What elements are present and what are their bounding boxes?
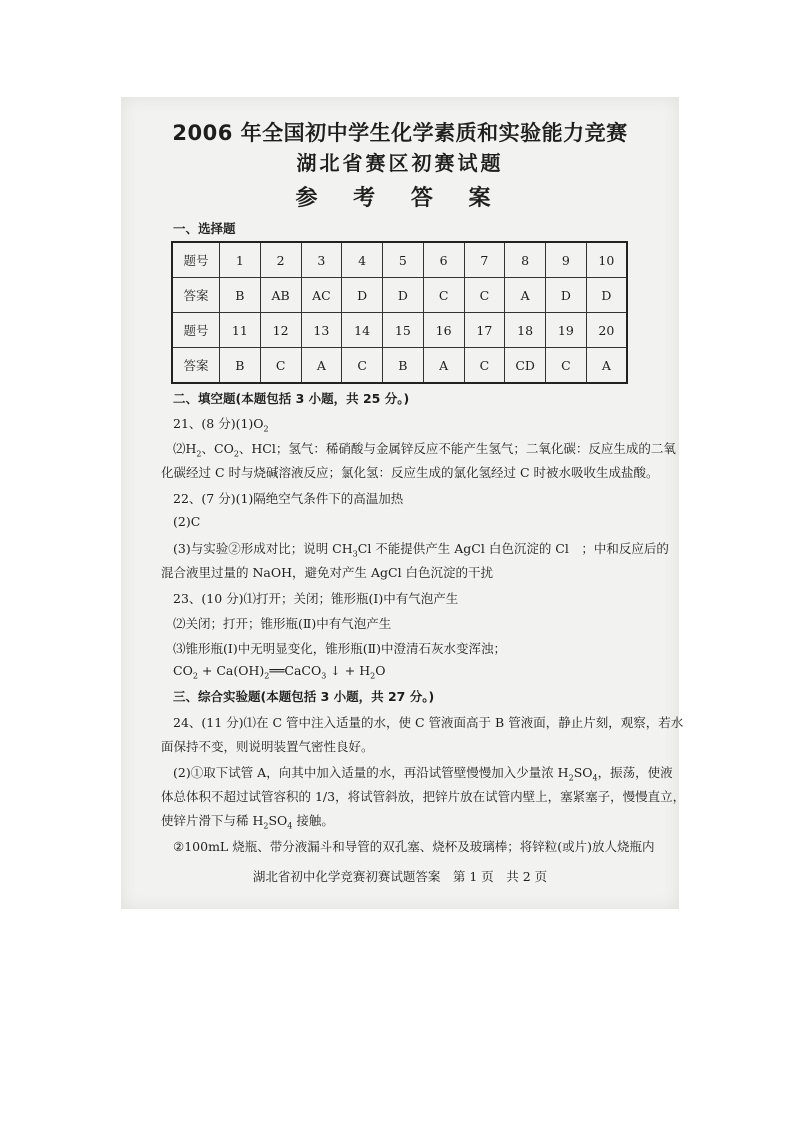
table-cell: A xyxy=(423,348,464,384)
table-cell: 1 xyxy=(220,242,261,278)
table-cell: 3 xyxy=(301,242,342,278)
table-cell: 18 xyxy=(505,313,546,348)
q21-part2-line2: 化碳经过 C 时与烧碱溶液反应；氯化氢：反应生成的氯化氢经过 C 时被水吸收生成盐酸。 xyxy=(161,465,659,480)
answer-table xyxy=(171,241,628,384)
answer-sheet xyxy=(121,97,686,909)
table-cell: 14 xyxy=(342,313,383,348)
title-competition: 2006 年全国初中学生化学素质和实验能力竞赛 xyxy=(172,121,628,145)
table-cell: 4 xyxy=(342,242,383,278)
table-cell: C xyxy=(546,348,587,384)
table-cell: B xyxy=(220,348,261,384)
table-row-header: 答案 xyxy=(172,278,220,313)
table-cell: C xyxy=(342,348,383,384)
q23-equation: $CO_2$ + $Ca(OH)_2══CaCO_3$ ↓ + $H_2O$ xyxy=(173,663,386,681)
section-fill-heading: 二、填空题(本题包括 3 小题，共 25 分。) xyxy=(173,391,410,406)
q22-part2: (2)C xyxy=(173,514,201,529)
table-cell: 6 xyxy=(423,242,464,278)
title-region: 湖北省赛区初赛试题 xyxy=(296,151,504,175)
table-row-header: 答案 xyxy=(172,348,220,384)
table-cell: D xyxy=(383,278,424,313)
table-cell: 10 xyxy=(586,242,627,278)
table-cell: 9 xyxy=(546,242,587,278)
q24-part1-line2: 面保持不变，则说明装置气密性良好。 xyxy=(161,739,374,754)
table-cell: 19 xyxy=(546,313,587,348)
q21-part1: 21、(8 分)$(1)O_2$ xyxy=(173,416,269,434)
table-row-header: 题号 xyxy=(172,313,220,348)
q23-part2: ⑵关闭；打开；锥形瓶(Ⅱ)中有气泡产生 xyxy=(173,616,392,631)
q21-part2-line1: $⑵H_2$、$CO_2$、HCl；氢气：稀硝酸与金属锌反应不能产生氢气；二氧化碳：反应生成的二氧 xyxy=(173,441,676,459)
table-cell: 17 xyxy=(464,313,505,348)
table-cell: 5 xyxy=(383,242,424,278)
section-experiment-heading: 三、综合实验题(本题包括 3 小题，共 27 分。) xyxy=(173,689,435,704)
table-cell: A xyxy=(505,278,546,313)
table-cell: 15 xyxy=(383,313,424,348)
table-cell: 12 xyxy=(260,313,301,348)
table-cell: D xyxy=(586,278,627,313)
table-cell: 13 xyxy=(301,313,342,348)
table-cell: B xyxy=(220,278,261,313)
table-cell: 2 xyxy=(260,242,301,278)
q22-part3-line1: (3)与实验②形成对比；说明 $CH_3Cl$ 不能提供产生 AgCl 白色沉淀的 Cl ；中和反应后的 xyxy=(173,541,669,559)
answer-table-row xyxy=(172,242,627,278)
section-choice-heading: 一、选择题 xyxy=(173,221,236,236)
q24-part2-line1: (2)①取下试管 A，向其中加入适量的水，再沿试管壁慢慢加入少量浓 $H_2SO_4$，振荡，使液 xyxy=(173,765,673,783)
q23-part3: ⑶锥形瓶(Ⅰ)中无明显变化，锥形瓶(Ⅱ)中澄清石灰水变浑浊； xyxy=(173,641,506,656)
table-cell: CD xyxy=(505,348,546,384)
q24-part2-line3: 使锌片滑下与稀 $H_2SO_4$ 接触。 xyxy=(161,813,334,831)
answer-table-row xyxy=(172,278,627,313)
q24-part1-line1: 24、(11 分)⑴在 C 管中注入适量的水，使 C 管液面高于 B 管液面，静止片刻，观察，若水 xyxy=(173,715,684,730)
table-cell: AC xyxy=(301,278,342,313)
q22-part1: 22、(7 分)(1)隔绝空气条件下的高温加热 xyxy=(173,491,404,506)
table-cell: C xyxy=(464,278,505,313)
table-cell: C xyxy=(423,278,464,313)
table-cell: A xyxy=(586,348,627,384)
q23-part1: 23、(10 分)⑴打开；关闭；锥形瓶(Ⅰ)中有气泡产生 xyxy=(173,591,459,606)
q24-part2-item2: ②100mL 烧瓶、带分液漏斗和导管的双孔塞、烧杯及玻璃棒；将锌粒(或片)放人烧瓶内 xyxy=(173,839,655,854)
table-cell: 7 xyxy=(464,242,505,278)
table-cell: D xyxy=(342,278,383,313)
table-cell: C xyxy=(464,348,505,384)
title-answers: 参 考 答 案 xyxy=(295,186,505,211)
table-cell: B xyxy=(383,348,424,384)
table-cell: AB xyxy=(260,278,301,313)
answer-table-row xyxy=(172,313,627,348)
table-cell: 20 xyxy=(586,313,627,348)
table-cell: 8 xyxy=(505,242,546,278)
table-cell: 11 xyxy=(220,313,261,348)
table-row-header: 题号 xyxy=(172,242,220,278)
page-footer: 湖北省初中化学竞赛初赛试题答案 第 1 页 共 2 页 xyxy=(252,869,548,884)
table-cell: D xyxy=(546,278,587,313)
table-cell: A xyxy=(301,348,342,384)
table-cell: C xyxy=(260,348,301,384)
q24-part2-line2: 体总体积不超过试管容积的 1/3，将试管斜放，把锌片放在试管内壁上，塞紧塞子，慢慢直立， xyxy=(161,789,686,804)
table-cell: 16 xyxy=(423,313,464,348)
answer-table-row xyxy=(172,348,627,384)
q22-part3-line2: 混合液里过量的 NaOH，避免对产生 AgCl 白色沉淀的干扰 xyxy=(161,565,494,580)
